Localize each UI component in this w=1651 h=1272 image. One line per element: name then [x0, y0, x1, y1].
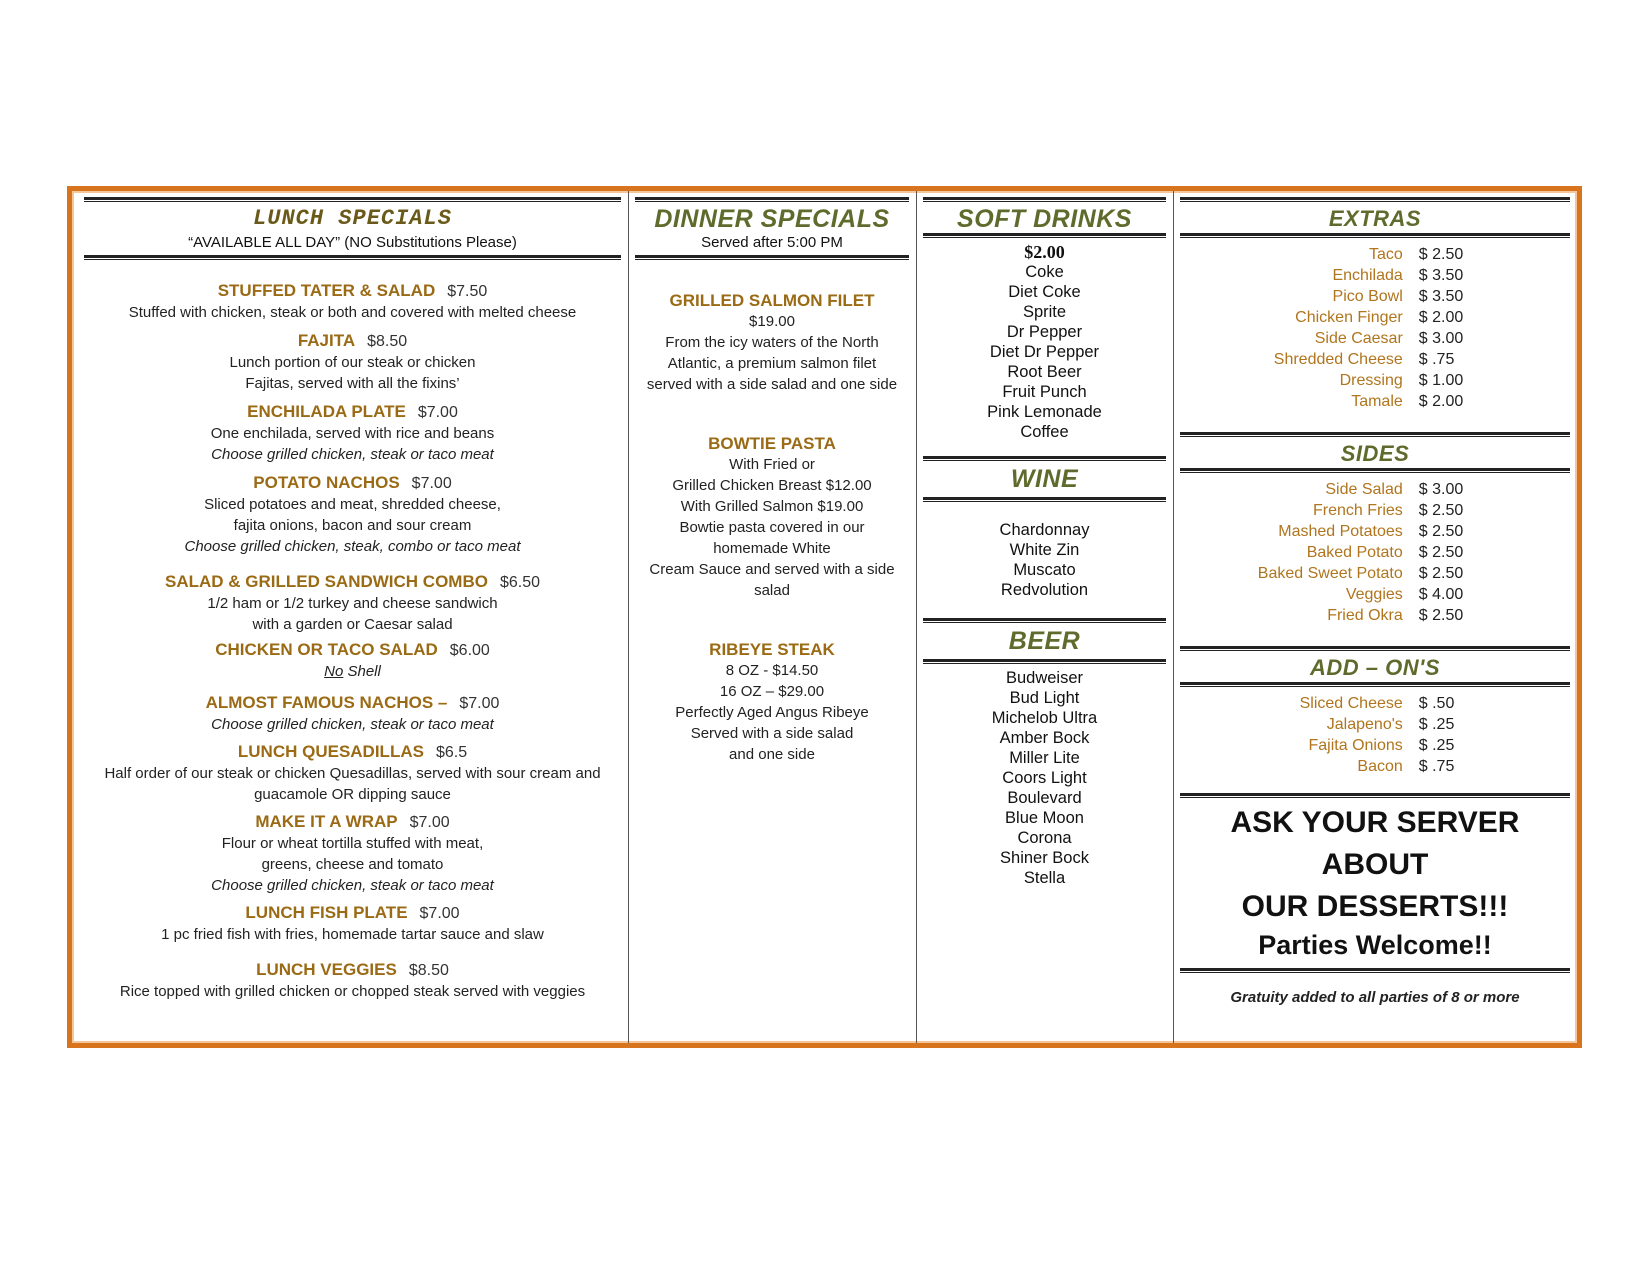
sides-item-price: $ 2.50: [1418, 565, 1464, 582]
extras-item-price: $ 3.50: [1418, 288, 1464, 305]
lunch-item-description: greens, cheese and tomato: [261, 856, 444, 873]
sides-row: [1176, 521, 1574, 542]
lunch-item-price: $6.00: [449, 642, 490, 659]
divider: [1180, 682, 1570, 687]
beer-item: Boulevard: [1007, 789, 1082, 807]
extras-row: [1176, 286, 1574, 307]
beer-item: Stella: [1023, 869, 1066, 887]
lunch-item-description: Flour or wheat tortilla stuffed with meat,: [221, 835, 484, 852]
divider: [1180, 793, 1570, 798]
lunch-item-header: [80, 811, 625, 833]
lunch-item-header: [80, 741, 625, 763]
addons-item-name: Bacon: [1357, 758, 1403, 775]
addons-row: [1176, 756, 1574, 777]
beer-item: Miller Lite: [1009, 749, 1080, 767]
extras-item-name: Tamale: [1351, 393, 1403, 410]
extras-title: EXTRAS: [1328, 206, 1422, 231]
beer-item: Blue Moon: [1005, 809, 1084, 827]
lunch-item: [80, 902, 625, 945]
soft-drinks-item: Diet Coke: [1008, 283, 1081, 301]
sides-item-name: Veggies: [1345, 586, 1403, 603]
lunch-item-name: ENCHILADA PLATE: [247, 402, 406, 421]
dinner-item-line: served with a side salad and one side: [646, 376, 898, 393]
dinner-item-name: BOWTIE PASTA: [708, 434, 836, 453]
extras-item-name: Dressing: [1339, 372, 1403, 389]
extras-item-name: Side Caesar: [1314, 330, 1403, 347]
extras-item-price: $ 2.00: [1418, 309, 1464, 326]
sides-row: [1176, 563, 1574, 584]
addons-item-name: Jalapeno's: [1326, 716, 1403, 733]
dinner-title: DINNER SPECIALS: [654, 205, 890, 233]
lunch-item-header: [80, 639, 625, 661]
addons-item-name: Fajita Onions: [1308, 737, 1403, 754]
lunch-item: [80, 571, 625, 635]
extras-item-price: $ 3.50: [1418, 267, 1464, 284]
soft-drinks-item: Fruit Punch: [1002, 383, 1087, 401]
extras-row: [1176, 370, 1574, 391]
lunch-item: [80, 280, 625, 323]
beer-item: Bud Light: [1009, 689, 1080, 707]
lunch-title: LUNCH SPECIALS: [253, 206, 452, 231]
sides-item-name: French Fries: [1312, 502, 1403, 519]
drinks-column: [919, 191, 1170, 1043]
divider: [923, 197, 1166, 202]
beer-item: Shiner Bock: [1000, 849, 1089, 867]
lunch-item: [80, 639, 625, 682]
addons-item-price: $ .25: [1418, 716, 1455, 733]
addons-item-price: $ .50: [1418, 695, 1455, 712]
sides-row: [1176, 542, 1574, 563]
dinner-item-line: With Fried or: [729, 456, 815, 473]
lunch-item-name: ALMOST FAMOUS NACHOS –: [205, 693, 448, 712]
desserts-line-1: ASK YOUR SERVER ABOUT: [1230, 806, 1520, 881]
lunch-item-price: $7.00: [419, 905, 460, 922]
sides-item-name: Mashed Potatoes: [1278, 523, 1403, 540]
soft-drinks-item: Pink Lemonade: [987, 403, 1102, 421]
lunch-item-header: [80, 472, 625, 494]
dinner-item-line: Atlantic, a premium salmon filet: [667, 355, 877, 372]
lunch-item-name: LUNCH FISH PLATE: [245, 903, 408, 922]
sides-item-name: Fried Okra: [1327, 607, 1403, 624]
dinner-item-line: Perfectly Aged Angus Ribeye: [675, 704, 869, 721]
lunch-item-header: [80, 401, 625, 423]
divider: [923, 456, 1166, 461]
addons-list: [1176, 693, 1574, 777]
addons-row: [1176, 714, 1574, 735]
lunch-item-choice: Choose grilled chicken, steak or taco meat: [211, 877, 494, 894]
sides-title: SIDES: [1340, 441, 1410, 466]
sides-row: [1176, 479, 1574, 500]
divider: [1180, 468, 1570, 473]
desserts-line-2: OUR DESSERTS!!!: [1241, 890, 1509, 923]
divider: [1180, 432, 1570, 437]
lunch-item-description: Fajitas, served with all the fixins’: [245, 375, 460, 392]
lunch-item-description: guacamole OR dipping sauce: [254, 786, 451, 803]
extras-column: [1176, 191, 1574, 1043]
beer-item: Amber Bock: [999, 729, 1090, 747]
wine-list: [919, 520, 1170, 600]
lunch-item-header: [80, 902, 625, 924]
lunch-item-price: $7.00: [409, 814, 450, 831]
lunch-item-price: $7.00: [417, 404, 458, 421]
column-divider: [628, 191, 629, 1043]
sides-item-price: $ 4.00: [1418, 586, 1464, 603]
lunch-item-description: Half order of our steak or chicken Quesadillas, served with sour cream and: [104, 765, 601, 782]
dinner-item-line: Grilled Chicken Breast $12.00: [672, 477, 872, 494]
addons-row: [1176, 735, 1574, 756]
dinner-item: [631, 639, 913, 765]
extras-item-price: $ 2.50: [1418, 246, 1464, 263]
beer-list: [919, 668, 1170, 888]
lunch-item-name: FAJITA: [297, 331, 356, 350]
divider: [923, 618, 1166, 623]
lunch-item-description: Lunch portion of our steak or chicken: [229, 354, 476, 371]
soft-drinks-item: Dr Pepper: [1006, 323, 1083, 341]
dinner-item-line: homemade White: [713, 540, 831, 557]
sides-item-name: Side Salad: [1325, 481, 1403, 498]
divider: [923, 233, 1166, 238]
dinner-subtitle: Served after 5:00 PM: [701, 234, 843, 251]
beer-title: BEER: [1008, 627, 1081, 655]
dinner-item-name: GRILLED SALMON FILET: [669, 291, 875, 310]
lunch-item-price: $6.50: [499, 574, 541, 591]
wine-item: White Zin: [1009, 541, 1080, 559]
divider: [84, 255, 621, 260]
soft-drinks-item: Sprite: [1022, 303, 1067, 321]
extras-row: [1176, 328, 1574, 349]
divider: [635, 255, 909, 260]
soft-drinks-item: Root Beer: [1007, 363, 1082, 381]
lunch-items: [80, 280, 625, 1002]
lunch-item: [80, 472, 625, 557]
soft-drinks-item: Coffee: [1020, 423, 1069, 441]
dinner-item: [631, 290, 913, 395]
sides-row: [1176, 584, 1574, 605]
lunch-column: [80, 191, 625, 1043]
lunch-item-price: $7.00: [411, 475, 452, 492]
lunch-item-description: with a garden or Caesar salad: [252, 616, 453, 633]
sides-item-price: $ 2.50: [1418, 523, 1464, 540]
parties-welcome: Parties Welcome!!: [1258, 930, 1492, 960]
divider: [923, 659, 1166, 664]
gratuity-note: Gratuity added to all parties of 8 or more: [1230, 989, 1520, 1006]
lunch-item-price: $7.50: [447, 283, 488, 300]
lunch-item-price: $8.50: [367, 333, 408, 350]
wine-title: WINE: [1010, 465, 1079, 493]
divider: [1180, 197, 1570, 202]
soft-drinks-list: [919, 242, 1170, 442]
wine-item: Redvolution: [1000, 581, 1089, 599]
wine-item: Chardonnay: [999, 521, 1090, 539]
beer-item: Corona: [1017, 829, 1072, 847]
lunch-item-note: [80, 661, 625, 682]
lunch-item-name: MAKE IT A WRAP: [255, 812, 398, 831]
dinner-item-name: RIBEYE STEAK: [709, 640, 835, 659]
extras-row: [1176, 265, 1574, 286]
extras-item-name: Chicken Finger: [1295, 309, 1403, 326]
extras-item-name: Enchilada: [1332, 267, 1403, 284]
lunch-item-description: Rice topped with grilled chicken or chopped steak served with veggies: [119, 983, 586, 1000]
dinner-item-line: and one side: [729, 746, 815, 763]
extras-row: [1176, 307, 1574, 328]
lunch-item-description: 1/2 ham or 1/2 turkey and cheese sandwich: [207, 595, 498, 612]
dinner-item-line: From the icy waters of the North: [665, 334, 879, 351]
addons-title: ADD – ON'S: [1309, 655, 1441, 680]
sides-item-price: $ 2.50: [1418, 502, 1464, 519]
dinner-item-line: Cream Sauce and served with a side: [649, 561, 895, 578]
lunch-item-description: 1 pc fried fish with fries, homemade tartar sauce and slaw: [161, 926, 544, 943]
divider: [1180, 233, 1570, 238]
lunch-item-note-text: Shell: [343, 663, 381, 680]
lunch-item: [80, 741, 625, 805]
lunch-item-name: POTATO NACHOS: [253, 473, 400, 492]
extras-item-price: $ .75: [1418, 351, 1455, 368]
divider: [1180, 646, 1570, 651]
extras-row: [1176, 244, 1574, 265]
extras-row: [1176, 349, 1574, 370]
dinner-item-line: 16 OZ – $29.00: [719, 683, 825, 700]
divider: [84, 197, 621, 202]
lunch-item-name: CHICKEN OR TACO SALAD: [215, 640, 438, 659]
soft-drinks-item: Diet Dr Pepper: [989, 343, 1100, 361]
dinner-item-line: $19.00: [749, 313, 795, 330]
lunch-item-price: $8.50: [408, 962, 449, 979]
addons-item-price: $ .25: [1418, 737, 1455, 754]
extras-item-name: Taco: [1368, 246, 1403, 263]
sides-item-name: Baked Potato: [1306, 544, 1403, 561]
soft-drinks-item: Coke: [1025, 263, 1064, 281]
lunch-item: [80, 959, 625, 1002]
lunch-subtitle: “AVAILABLE ALL DAY” (NO Substitutions Please): [188, 234, 517, 251]
lunch-item-note-emphasis: No: [324, 663, 344, 680]
dinner-item-line: salad: [754, 582, 790, 599]
dinner-item-line: 8 OZ - $14.50: [725, 662, 819, 679]
lunch-item-choice: Choose grilled chicken, steak or taco meat: [211, 716, 494, 733]
dinner-item-line: With Grilled Salmon $19.00: [680, 498, 864, 515]
lunch-item-price: $6.5: [435, 744, 468, 761]
lunch-item: [80, 401, 625, 465]
lunch-item-name: LUNCH QUESADILLAS: [237, 742, 424, 761]
divider: [635, 197, 909, 202]
column-divider: [1173, 191, 1174, 1043]
lunch-item-choice: Choose grilled chicken, steak or taco meat: [211, 446, 494, 463]
lunch-item-choice: Choose grilled chicken, steak, combo or taco meat: [184, 538, 521, 555]
dinner-item: [631, 433, 913, 601]
extras-row: [1176, 391, 1574, 412]
extras-item-price: $ 3.00: [1418, 330, 1464, 347]
extras-list: [1176, 244, 1574, 412]
lunch-item-header: [80, 692, 625, 714]
dinner-item-line: Bowtie pasta covered in our: [679, 519, 865, 536]
sides-item-price: $ 2.50: [1418, 544, 1464, 561]
wine-item: Muscato: [1013, 561, 1076, 579]
lunch-item-description: Stuffed with chicken, steak or both and covered with melted cheese: [128, 304, 577, 321]
sides-item-price: $ 2.50: [1418, 607, 1464, 624]
lunch-item-description: fajita onions, bacon and sour cream: [233, 517, 472, 534]
divider: [923, 497, 1166, 502]
lunch-item-description: Sliced potatoes and meat, shredded cheese,: [204, 496, 501, 513]
soft-drinks-items: [919, 262, 1170, 442]
lunch-item: [80, 692, 625, 735]
lunch-item-header: [80, 571, 625, 593]
lunch-item-header: [80, 330, 625, 352]
lunch-item: [80, 811, 625, 896]
addons-item-name: Sliced Cheese: [1299, 695, 1403, 712]
addons-row: [1176, 693, 1574, 714]
lunch-item-name: STUFFED TATER & SALAD: [217, 281, 436, 300]
lunch-item: [80, 330, 625, 394]
lunch-item-name: LUNCH VEGGIES: [256, 960, 397, 979]
extras-item-name: Pico Bowl: [1332, 288, 1403, 305]
extras-item-name: Shredded Cheese: [1273, 351, 1403, 368]
sides-row: [1176, 605, 1574, 626]
dinner-item-line: Served with a side salad: [690, 725, 854, 742]
dinner-column: [631, 191, 913, 1043]
sides-list: [1176, 479, 1574, 626]
sides-row: [1176, 500, 1574, 521]
lunch-item-name: SALAD & GRILLED SANDWICH COMBO: [164, 572, 488, 591]
column-divider: [916, 191, 917, 1043]
extras-item-price: $ 2.00: [1418, 393, 1464, 410]
beer-item: Michelob Ultra: [991, 709, 1098, 727]
sides-item-price: $ 3.00: [1418, 481, 1464, 498]
extras-item-price: $ 1.00: [1418, 372, 1464, 389]
lunch-item-header: [80, 959, 625, 981]
soft-drinks-price: $2.00: [1024, 242, 1065, 262]
menu-frame: [67, 186, 1582, 1048]
lunch-item-description: One enchilada, served with rice and beans: [210, 425, 495, 442]
beer-item: Coors Light: [1002, 769, 1087, 787]
addons-item-price: $ .75: [1418, 758, 1455, 775]
divider: [1180, 968, 1570, 973]
sides-item-name: Baked Sweet Potato: [1257, 565, 1403, 582]
dinner-items: [631, 290, 913, 765]
beer-item: Budweiser: [1005, 669, 1084, 687]
lunch-item-price: $7.00: [459, 695, 500, 712]
soft-drinks-title: SOFT DRINKS: [957, 205, 1132, 233]
lunch-item-header: [80, 280, 625, 302]
